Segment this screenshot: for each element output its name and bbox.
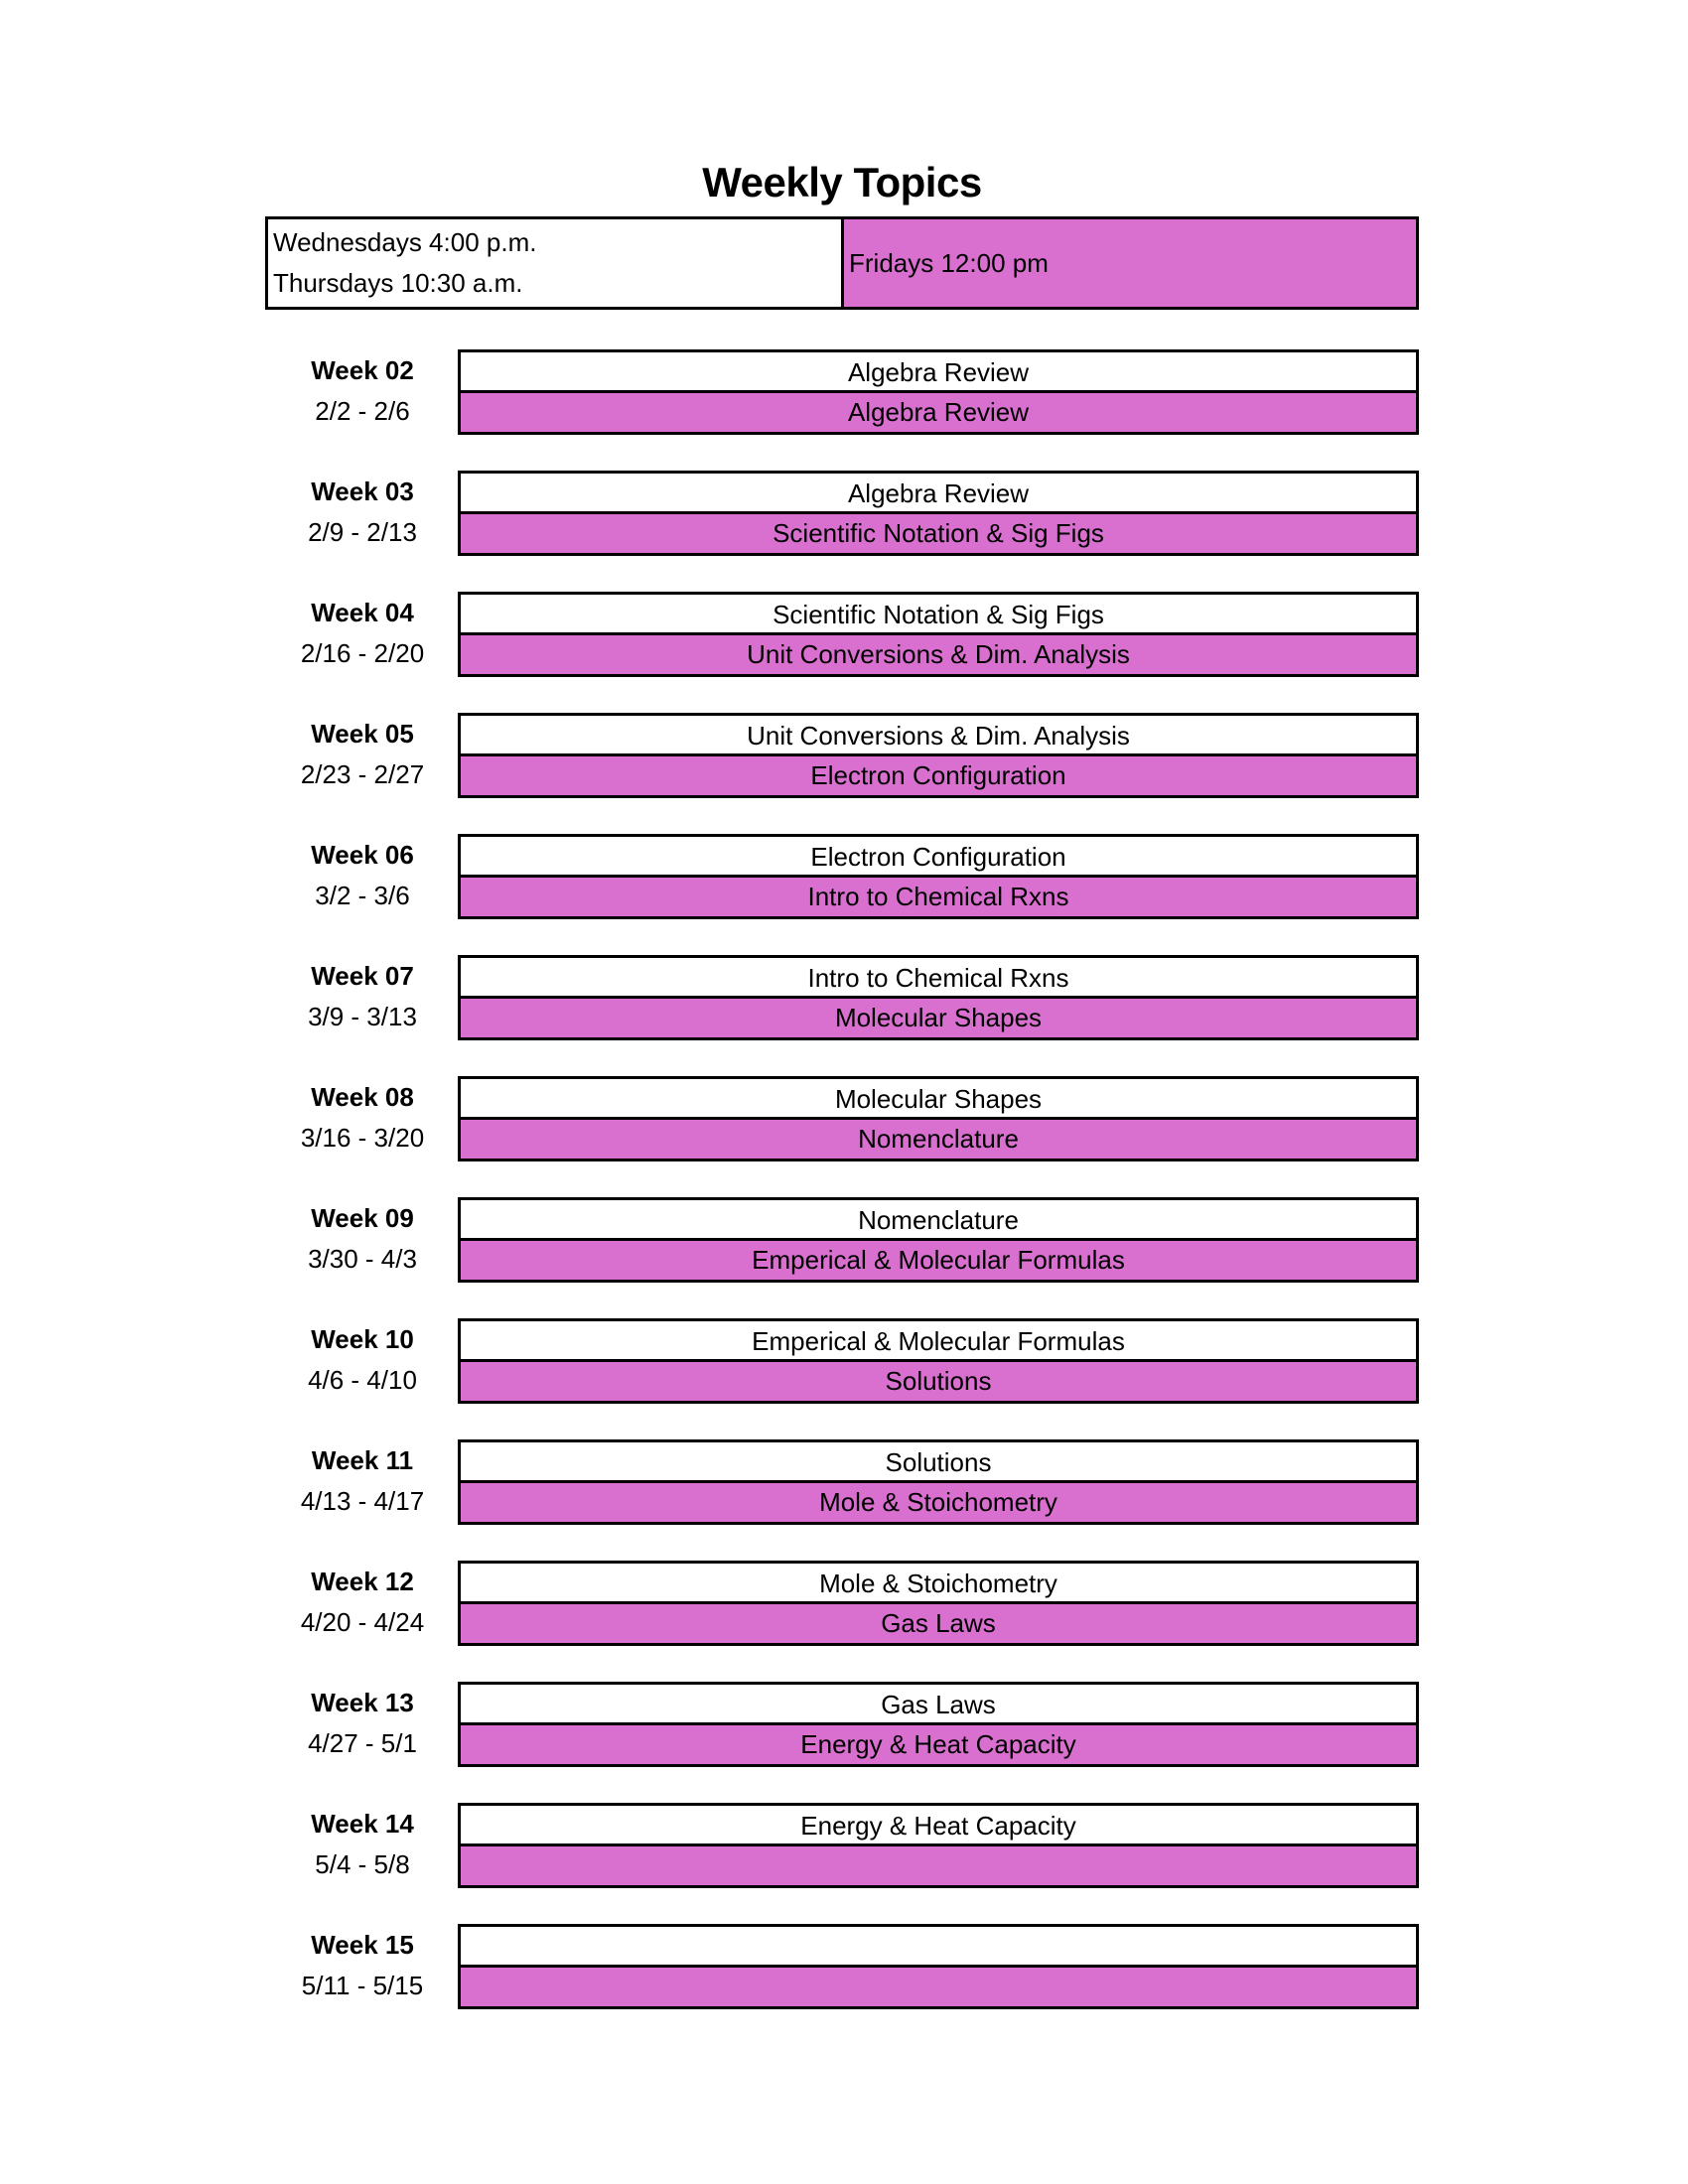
week-dates: 2/23 - 2/27 bbox=[300, 759, 425, 789]
week-number: Week 07 bbox=[311, 961, 414, 991]
week-label bbox=[265, 1197, 460, 1279]
topic-wed-thu: Mole & Stoichometry bbox=[461, 1564, 1416, 1604]
topic-friday: Mole & Stoichometry bbox=[461, 1483, 1416, 1522]
legend-slot-wednesday: Wednesdays 4:00 p.m. bbox=[273, 227, 537, 257]
week-number: Week 14 bbox=[311, 1809, 414, 1839]
topic-wed-thu: Nomenclature bbox=[461, 1200, 1416, 1241]
week-dates: 2/2 - 2/6 bbox=[315, 396, 410, 426]
week-label bbox=[265, 1561, 460, 1642]
week-dates: 3/9 - 3/13 bbox=[308, 1002, 417, 1031]
topic-wed-thu: Electron Configuration bbox=[461, 837, 1416, 878]
week-label bbox=[265, 349, 460, 431]
topic-wed-thu: Algebra Review bbox=[461, 474, 1416, 514]
week-dates: 3/16 - 3/20 bbox=[300, 1123, 425, 1153]
week-row bbox=[265, 1561, 1419, 1646]
week-dates: 4/20 - 4/24 bbox=[300, 1607, 425, 1637]
topic-friday bbox=[461, 1846, 1416, 1885]
topic-wed-thu: Emperical & Molecular Formulas bbox=[461, 1321, 1416, 1362]
page-title: Weekly Topics bbox=[702, 159, 982, 205]
week-topics bbox=[458, 349, 1419, 435]
topic-friday: Intro to Chemical Rxns bbox=[461, 878, 1416, 916]
week-row bbox=[265, 471, 1419, 556]
week-label bbox=[265, 471, 460, 552]
topic-friday: Nomenclature bbox=[461, 1120, 1416, 1159]
topic-friday: Gas Laws bbox=[461, 1604, 1416, 1643]
week-row bbox=[265, 955, 1419, 1040]
week-number: Week 10 bbox=[311, 1324, 414, 1354]
week-number: Week 02 bbox=[311, 355, 414, 385]
topic-friday: Electron Configuration bbox=[461, 756, 1416, 795]
topic-friday: Emperical & Molecular Formulas bbox=[461, 1241, 1416, 1280]
week-dates: 3/2 - 3/6 bbox=[315, 881, 410, 910]
week-number: Week 09 bbox=[311, 1203, 414, 1233]
topic-wed-thu: Intro to Chemical Rxns bbox=[461, 958, 1416, 999]
topic-wed-thu: Scientific Notation & Sig Figs bbox=[461, 595, 1416, 635]
week-label bbox=[265, 834, 460, 915]
week-number: Week 12 bbox=[311, 1567, 414, 1596]
week-number: Week 05 bbox=[311, 719, 414, 749]
week-label bbox=[265, 592, 460, 673]
week-row bbox=[265, 1439, 1419, 1525]
week-number: Week 11 bbox=[311, 1445, 414, 1475]
topic-wed-thu: Molecular Shapes bbox=[461, 1079, 1416, 1120]
topic-wed-thu: Unit Conversions & Dim. Analysis bbox=[461, 716, 1416, 756]
topic-wed-thu: Algebra Review bbox=[461, 352, 1416, 393]
week-label bbox=[265, 713, 460, 794]
week-label bbox=[265, 1439, 460, 1521]
topic-friday: Solutions bbox=[461, 1362, 1416, 1401]
week-label bbox=[265, 1076, 460, 1158]
week-topics bbox=[458, 713, 1419, 798]
week-label bbox=[265, 1682, 460, 1763]
topic-friday: Energy & Heat Capacity bbox=[461, 1725, 1416, 1764]
week-row bbox=[265, 1924, 1419, 2009]
week-number: Week 04 bbox=[311, 598, 414, 627]
week-row bbox=[265, 713, 1419, 798]
week-topics bbox=[458, 1682, 1419, 1767]
week-dates: 4/27 - 5/1 bbox=[308, 1728, 417, 1758]
legend-slot-wed-thu bbox=[268, 219, 844, 307]
week-number: Week 13 bbox=[311, 1688, 414, 1717]
topic-friday bbox=[461, 1968, 1416, 2006]
topic-friday: Unit Conversions & Dim. Analysis bbox=[461, 635, 1416, 674]
week-dates: 5/11 - 5/15 bbox=[301, 1971, 424, 2000]
week-number: Week 06 bbox=[311, 840, 414, 870]
week-row bbox=[265, 1076, 1419, 1161]
week-dates: 4/13 - 4/17 bbox=[300, 1486, 425, 1516]
week-dates: 5/4 - 5/8 bbox=[315, 1849, 410, 1879]
week-dates: 2/9 - 2/13 bbox=[308, 517, 417, 547]
week-topics bbox=[458, 1561, 1419, 1646]
week-label bbox=[265, 955, 460, 1036]
week-number: Week 15 bbox=[311, 1930, 414, 1960]
week-topics bbox=[458, 1197, 1419, 1283]
week-row bbox=[265, 1682, 1419, 1767]
week-row bbox=[265, 834, 1419, 919]
topic-friday: Algebra Review bbox=[461, 393, 1416, 432]
legend-slot-friday: Fridays 12:00 pm bbox=[844, 219, 1416, 307]
topic-friday: Molecular Shapes bbox=[461, 999, 1416, 1037]
legend-slot-thursday: Thursdays 10:30 a.m. bbox=[273, 268, 523, 298]
week-label bbox=[265, 1318, 460, 1400]
week-topics bbox=[458, 1318, 1419, 1404]
week-topics bbox=[458, 592, 1419, 677]
week-number: Week 08 bbox=[311, 1082, 414, 1112]
topic-wed-thu: Gas Laws bbox=[461, 1685, 1416, 1725]
week-row bbox=[265, 592, 1419, 677]
week-dates: 4/6 - 4/10 bbox=[308, 1365, 417, 1395]
week-dates: 3/30 - 4/3 bbox=[308, 1244, 417, 1274]
week-topics bbox=[458, 1439, 1419, 1525]
week-row bbox=[265, 1318, 1419, 1404]
week-label bbox=[265, 1803, 460, 1884]
week-topics bbox=[458, 955, 1419, 1040]
week-topics bbox=[458, 471, 1419, 556]
week-topics bbox=[458, 1803, 1419, 1888]
week-number: Week 03 bbox=[311, 477, 414, 506]
week-topics bbox=[458, 1076, 1419, 1161]
topic-wed-thu bbox=[461, 1927, 1416, 1968]
topic-wed-thu: Energy & Heat Capacity bbox=[461, 1806, 1416, 1846]
topic-friday: Scientific Notation & Sig Figs bbox=[461, 514, 1416, 553]
week-dates: 2/16 - 2/20 bbox=[300, 638, 425, 668]
time-slot-legend bbox=[265, 216, 1419, 310]
week-label bbox=[265, 1924, 460, 2005]
topic-wed-thu: Solutions bbox=[461, 1442, 1416, 1483]
week-topics bbox=[458, 834, 1419, 919]
week-row bbox=[265, 1803, 1419, 1888]
week-row bbox=[265, 1197, 1419, 1283]
week-row bbox=[265, 349, 1419, 435]
week-topics bbox=[458, 1924, 1419, 2009]
